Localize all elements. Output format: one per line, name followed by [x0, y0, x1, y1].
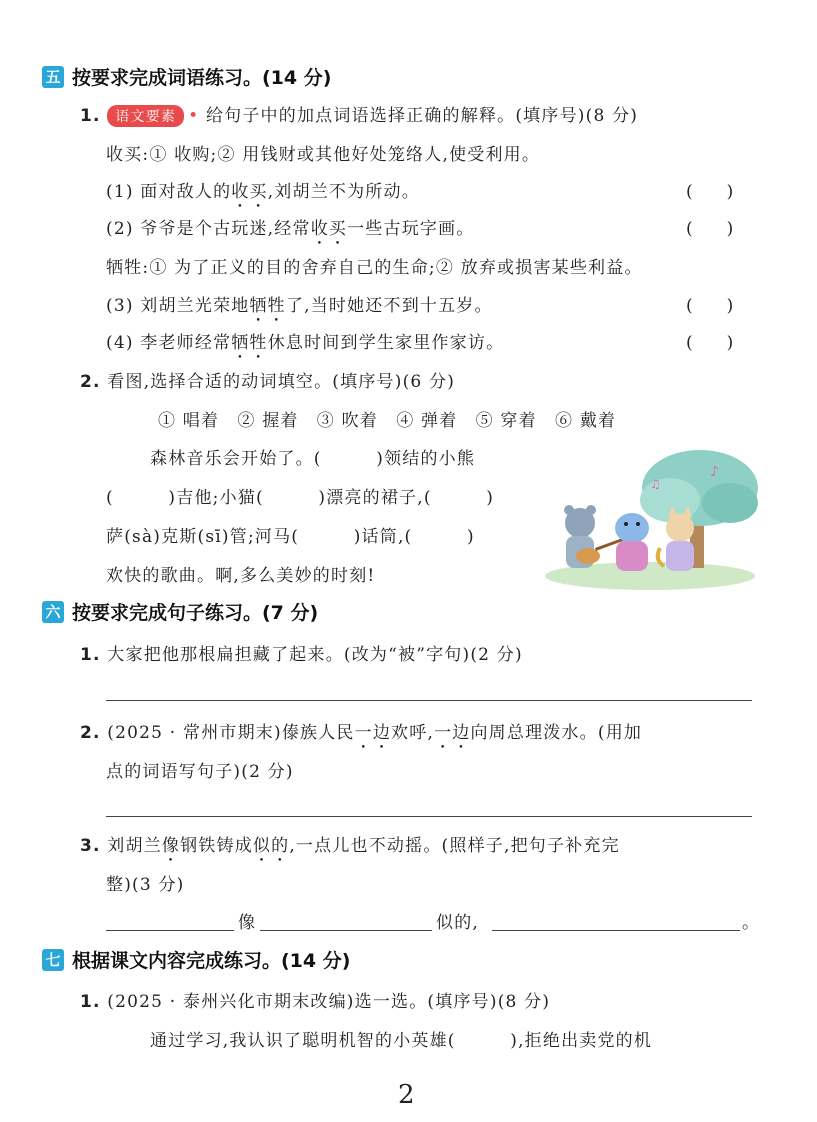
question-text: 大家把他那根扁担藏了起来。(改为“被”字句)(2 分)	[107, 645, 523, 665]
section-title: 按要求完成词语练习。(14 分)	[72, 67, 332, 89]
answer-line[interactable]	[260, 930, 432, 931]
answer-blank[interactable]: ( )	[686, 296, 734, 316]
fill-line-1: 森林音乐会开始了。( )领结的小熊	[150, 449, 476, 469]
question-number: 1.	[80, 992, 101, 1012]
s6-question-2-cont: 点的词语写句子)(2 分)	[106, 762, 294, 782]
section-title: 按要求完成句子练习。(7 分)	[72, 602, 319, 624]
fill-line-4: 欢快的歌曲。啊,多么美妙的时刻!	[106, 566, 376, 586]
question-number: 2.	[80, 372, 101, 392]
dotted-word: 牺牲	[231, 333, 268, 353]
item-4: (4) 李老师经常牺牲休息时间到学生家里作家访。	[106, 333, 505, 353]
svg-text:♪: ♪	[710, 464, 719, 480]
answer-blank[interactable]: ( )	[686, 182, 734, 202]
question-1	[80, 101, 638, 127]
answer-line[interactable]	[106, 930, 234, 931]
svg-text:♫: ♫	[650, 477, 661, 491]
answer-blank[interactable]: ( )	[686, 219, 734, 239]
s7-question-1	[80, 987, 550, 1012]
answer-line[interactable]	[106, 816, 752, 817]
question-number: 1.	[80, 645, 101, 665]
question-prompt: 看图,选择合适的动词填空。(填序号)(6 分)	[107, 372, 456, 392]
fill-end: 。	[742, 913, 761, 933]
dotted-word: 收买	[310, 219, 348, 239]
page-number: 2	[398, 1080, 415, 1110]
question-number: 2.	[80, 723, 101, 743]
section-number-badge: 六	[42, 601, 64, 623]
verb-options: ① 唱着 ② 握着 ③ 吹着 ④ 弹着 ⑤ 穿着 ⑥ 戴着	[158, 411, 617, 431]
dotted-word: 收买	[231, 182, 268, 202]
definition-xisheng: 牺牲:① 为了正义的目的舍弃自己的生命;② 放弃或损害某些利益。	[106, 258, 643, 278]
question-text: (2025 · 泰州兴化市期末改编)选一选。(填序号)(8 分)	[107, 992, 551, 1012]
section-7-header	[42, 946, 350, 973]
section-5-header	[42, 63, 331, 90]
forest-concert-illustration	[540, 448, 760, 593]
question-prompt: 给句子中的加点词语选择正确的解释。(填序号)(8 分)	[205, 106, 639, 126]
question-number: 1.	[80, 106, 101, 126]
answer-blank[interactable]: ( )	[686, 333, 734, 353]
dotted-word: 一边	[434, 723, 471, 743]
section-6-header	[42, 598, 318, 625]
dotted-word: 似的	[252, 836, 290, 856]
s6-question-2: 2. (2025 · 常州市期末)傣族人民一边欢呼,一边向周总理泼水。(用加	[80, 723, 643, 743]
tag-dot-icon: •	[188, 106, 200, 126]
fill-line-3: 萨(sà)克斯(sī)管;河马( )话筒,( )	[106, 527, 475, 547]
question-2	[80, 367, 455, 392]
item-1: (1) 面对敌人的收买,刘胡兰不为所动。	[106, 182, 420, 202]
fill-line-2: ( )吉他;小猫( )漂亮的裙子,( )	[106, 488, 495, 508]
definition-shoumai: 收买:① 收购;② 用钱财或其他好处笼络人,使受利用。	[106, 145, 541, 165]
dotted-word: 牺牲	[249, 296, 286, 316]
section-number-badge: 五	[42, 66, 64, 88]
s6-question-3-cont: 整)(3 分)	[106, 875, 185, 895]
item-2: (2) 爷爷是个古玩迷,经常收买一些古玩字画。	[106, 219, 475, 239]
dotted-word: 像	[161, 836, 181, 856]
s7-question-1-cont: 通过学习,我认识了聪明机智的小英雄( ),拒绝出卖党的机	[150, 1031, 653, 1051]
tag-badge: 语文要素	[107, 105, 184, 127]
answer-line[interactable]	[492, 930, 740, 931]
fill-seem: 似的,	[436, 913, 480, 933]
section-number-badge: 七	[42, 949, 64, 971]
fill-like: 像	[238, 913, 257, 933]
s6-question-1	[80, 640, 523, 665]
question-number: 3.	[80, 836, 101, 856]
dotted-word: 一边	[354, 723, 392, 743]
section-title: 根据课文内容完成练习。(14 分)	[72, 950, 351, 972]
answer-line[interactable]	[106, 700, 752, 701]
s6-question-3: 3. 刘胡兰像钢铁铸成似的,一点儿也不动摇。(照样子,把句子补充完	[80, 836, 620, 856]
item-3: (3) 刘胡兰光荣地牺牲了,当时她还不到十五岁。	[106, 296, 493, 316]
